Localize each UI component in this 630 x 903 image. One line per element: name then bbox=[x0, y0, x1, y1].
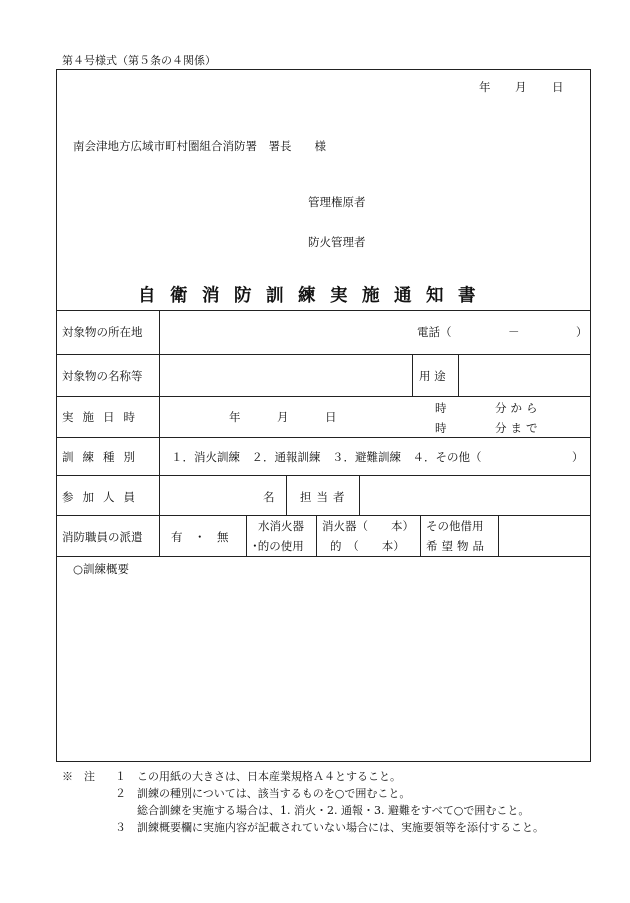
notes-mark: ※ 注 bbox=[62, 770, 95, 783]
time-from: 分から bbox=[495, 401, 542, 415]
other-items-line2: 希望物品 bbox=[426, 539, 488, 553]
manager-title: 管理権原者 bbox=[308, 195, 366, 209]
participants-unit: 名 bbox=[263, 490, 275, 504]
row-divider bbox=[56, 437, 591, 438]
phone-label: 電話（ bbox=[417, 325, 452, 339]
document-title: 自衛消防訓練実施通知書 bbox=[138, 286, 490, 306]
row-divider bbox=[56, 354, 591, 355]
name-label: 対象物の名称等 bbox=[62, 369, 143, 383]
usage-label: 用 途 bbox=[419, 369, 446, 383]
training-summary-label: ○訓練概要 bbox=[73, 562, 130, 576]
participants-label: 参加人員 bbox=[62, 490, 144, 504]
date-day: 日 bbox=[552, 80, 564, 94]
row-divider bbox=[56, 515, 591, 516]
datetime-month: 月 bbox=[277, 410, 289, 424]
note-text: 訓練概要欄に実施内容が記載されていない場合には、実施要領等を添付すること。 bbox=[137, 821, 544, 834]
form-number-label: 第４号様式（第５条の４関係） bbox=[62, 54, 216, 67]
participants-divider bbox=[286, 475, 287, 515]
water-extinguisher-line1: 水消火器 bbox=[258, 519, 304, 533]
row-divider bbox=[56, 396, 591, 397]
training-options: １．消火訓練 ２．通報訓練 ３．避難訓練 ４．その他（ bbox=[171, 450, 482, 464]
dispatch-divider bbox=[246, 515, 247, 556]
note-number: ２ bbox=[115, 787, 126, 800]
datetime-year: 年 bbox=[229, 410, 241, 424]
label-column-divider bbox=[159, 310, 160, 556]
time-hour-start: 時 bbox=[435, 401, 447, 415]
date-month: 月 bbox=[515, 80, 527, 94]
note-text: 総合訓練を実施する場合は、1. 消火・2. 通報・3. 避難をすべて○で囲むこと。 bbox=[137, 804, 530, 817]
time-until: 分まで bbox=[495, 421, 542, 435]
water-extinguisher-line2: ･的の使用 bbox=[252, 539, 304, 553]
note-text: 訓練の種別については、該当するものを○で囲むこと。 bbox=[137, 787, 411, 800]
usage-divider bbox=[458, 354, 459, 396]
note-number: ３ bbox=[115, 821, 126, 834]
dispatch-options: 有 ・ 無 bbox=[171, 530, 229, 544]
phone-close: ） bbox=[576, 325, 588, 339]
training-type-label: 訓練種別 bbox=[62, 450, 144, 464]
datetime-label: 実施日時 bbox=[62, 410, 144, 424]
other-items-line1: その他借用 bbox=[426, 519, 484, 533]
dispatch-divider bbox=[316, 515, 317, 556]
training-close: ） bbox=[572, 450, 584, 464]
phone-dash: － bbox=[508, 325, 520, 339]
date-year: 年 bbox=[479, 80, 491, 94]
person-in-charge-label: 担当者 bbox=[300, 490, 350, 504]
row-divider bbox=[56, 556, 591, 557]
row-divider bbox=[56, 310, 591, 311]
note-text: この用紙の大きさは、日本産業規格Ａ４とすること。 bbox=[137, 770, 401, 783]
fire-manager-title: 防火管理者 bbox=[308, 235, 366, 249]
dispatch-divider bbox=[498, 515, 499, 556]
dispatch-divider bbox=[420, 515, 421, 556]
extinguisher-line1: 消火器（ 本） bbox=[322, 519, 414, 533]
row-divider bbox=[56, 475, 591, 476]
participants-divider bbox=[359, 475, 360, 515]
datetime-day: 日 bbox=[325, 410, 337, 424]
extinguisher-line2: 的 （ 本） bbox=[330, 539, 405, 553]
note-number: １ bbox=[115, 770, 126, 783]
dispatch-label: 消防職員の派遣 bbox=[62, 530, 143, 544]
addressee: 南会津地方広域市町村圏組合消防署 署長 様 bbox=[73, 139, 326, 153]
location-label: 対象物の所在地 bbox=[62, 325, 143, 339]
usage-divider bbox=[412, 354, 413, 396]
time-hour-end: 時 bbox=[435, 421, 447, 435]
